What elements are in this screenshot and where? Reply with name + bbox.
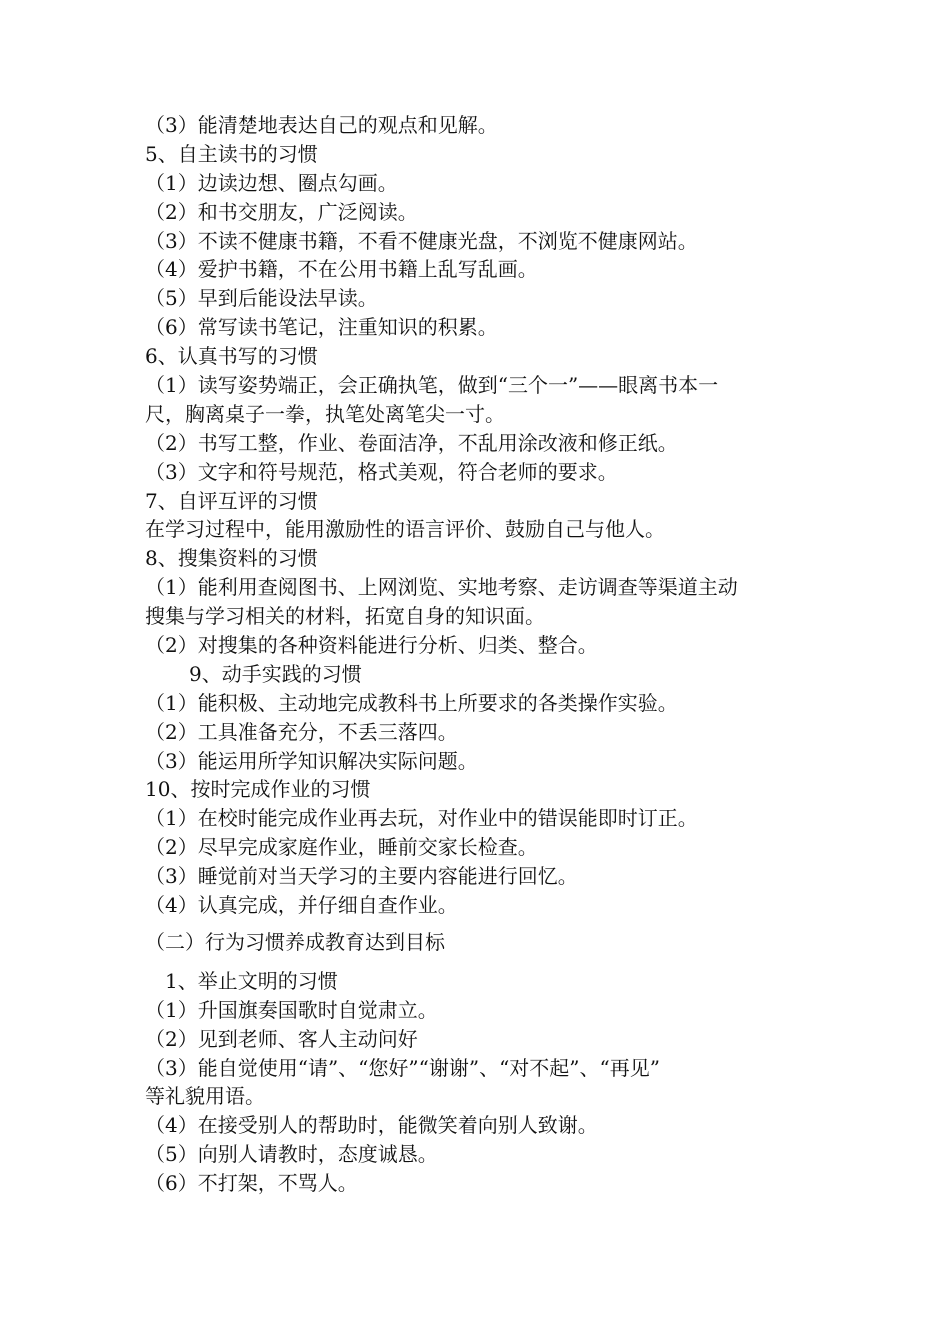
section-heading: 9、动手实践的习惯 bbox=[189, 661, 362, 686]
text-line: （4）爱护书籍，不在公用书籍上乱写乱画。 bbox=[145, 257, 538, 282]
section-heading: 1、举止文明的习惯 bbox=[165, 968, 338, 993]
text-line: （6）常写读书笔记，注重知识的积累。 bbox=[145, 315, 498, 340]
text-line: （4）在接受别人的帮助时，能微笑着向别人致谢。 bbox=[145, 1113, 598, 1138]
text-line: （3）文字和符号规范，格式美观，符合老师的要求。 bbox=[145, 459, 618, 484]
text-line: （2）见到老师、客人主动问好 bbox=[145, 1026, 418, 1051]
text-line: （5）向别人请教时，态度诚恳。 bbox=[145, 1142, 438, 1167]
text-line: （2）和书交朋友，广泛阅读。 bbox=[145, 199, 418, 224]
section-heading: 5、自主读书的习惯 bbox=[145, 141, 318, 166]
section-heading: 8、搜集资料的习惯 bbox=[145, 546, 318, 571]
text-line: （2）对搜集的各种资料能进行分析、归类、整合。 bbox=[145, 633, 598, 658]
text-line: （3）能运用所学知识解决实际问题。 bbox=[145, 748, 478, 773]
text-line: 等礼貌用语。 bbox=[145, 1084, 265, 1109]
text-line: 搜集与学习相关的材料，拓宽自身的知识面。 bbox=[145, 604, 545, 629]
text-line: 尺，胸离桌子一拳，执笔处离笔尖一寸。 bbox=[145, 401, 505, 426]
text-line: （3）能自觉使用“请”、“您好”“谢谢”、“对不起”、“再见” bbox=[145, 1055, 660, 1080]
text-line: （3）不读不健康书籍，不看不健康光盘，不浏览不健康网站。 bbox=[145, 228, 698, 253]
text-line: （2）尽早完成家庭作业，睡前交家长检查。 bbox=[145, 835, 538, 860]
text-line: （1）在校时能完成作业再去玩，对作业中的错误能即时订正。 bbox=[145, 806, 698, 831]
text-line: （1）升国旗奏国歌时自觉肃立。 bbox=[145, 997, 438, 1022]
text-line: （2）工具准备充分，不丢三落四。 bbox=[145, 719, 458, 744]
text-line: （4）认真完成，并仔细自查作业。 bbox=[145, 893, 458, 918]
text-line: （6）不打架，不骂人。 bbox=[145, 1171, 358, 1196]
text-line: （3）能清楚地表达自己的观点和见解。 bbox=[145, 113, 498, 137]
section-heading: 6、认真书写的习惯 bbox=[145, 344, 318, 369]
document-body bbox=[145, 111, 815, 1198]
text-line: （1）能积极、主动地完成教科书上所要求的各类操作实验。 bbox=[145, 690, 678, 715]
text-line: （1）边读边想、圈点勾画。 bbox=[145, 170, 398, 195]
text-line: （3）睡觉前对当天学习的主要内容能进行回忆。 bbox=[145, 864, 578, 889]
section-heading: 10、按时完成作业的习惯 bbox=[145, 777, 371, 802]
section-heading: 7、自评互评的习惯 bbox=[145, 488, 318, 513]
chapter-heading: （二）行为习惯养成教育达到目标 bbox=[145, 929, 445, 954]
text-line: （1）能利用查阅图书、上网浏览、实地考察、走访调查等渠道主动 bbox=[145, 575, 738, 600]
text-line: （2）书写工整，作业、卷面洁净，不乱用涂改液和修正纸。 bbox=[145, 430, 678, 455]
text-line: （1）读写姿势端正，会正确执笔，做到“三个一”——眼离书本一 bbox=[145, 373, 719, 398]
text-line: （5）早到后能设法早读。 bbox=[145, 286, 378, 311]
text-line: 在学习过程中，能用激励性的语言评价、鼓励自己与他人。 bbox=[145, 517, 665, 542]
